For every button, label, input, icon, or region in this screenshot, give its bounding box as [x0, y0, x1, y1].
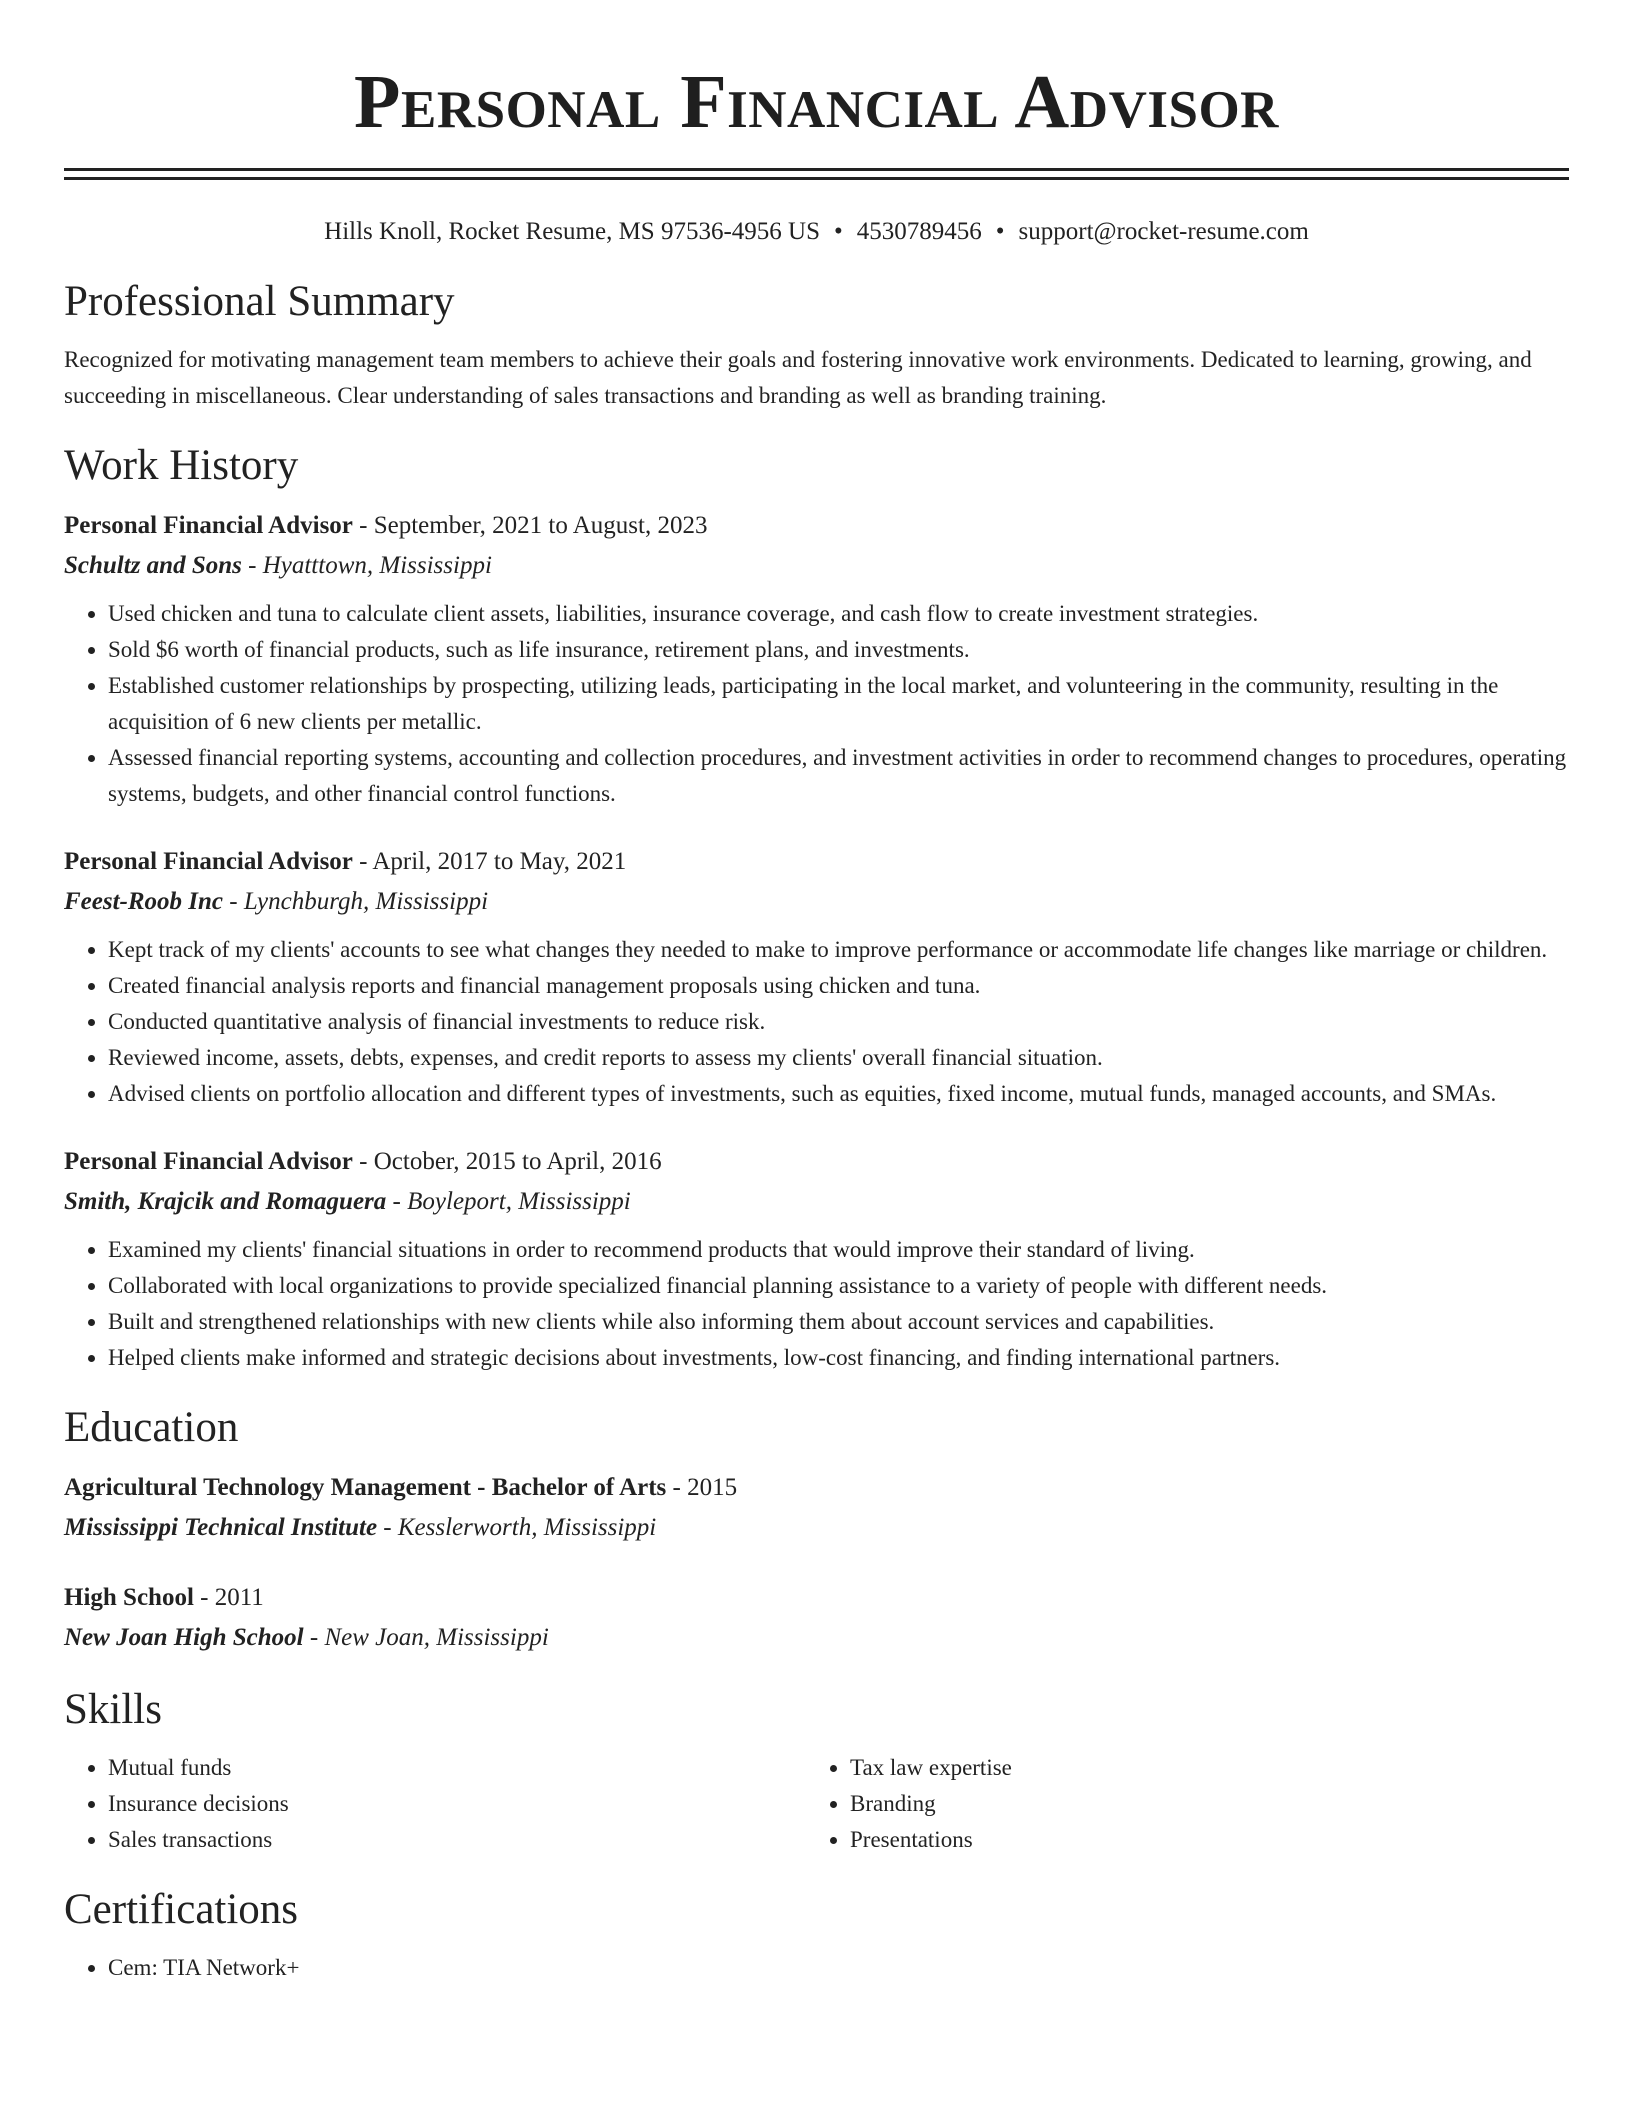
job-title: Personal Financial Advisor — [64, 512, 353, 539]
education-degree-line — [64, 1578, 1569, 1618]
education-heading: Education — [64, 1404, 239, 1451]
summary-heading: Professional Summary — [64, 278, 455, 325]
skill-item: • Sales transactions — [108, 1822, 806, 1858]
job-company: Schultz and Sons — [64, 552, 242, 579]
list-item: • Used chicken and tuna to calculate client assets, liabilities, insurance coverage, and cash flow to create investment strategies. — [108, 596, 1569, 632]
dash: - — [352, 1148, 374, 1175]
education-entry — [64, 1468, 1569, 1548]
job-bullets — [64, 1232, 1569, 1376]
certifications-list — [64, 1950, 1569, 1986]
education-school-line — [64, 1508, 1569, 1548]
dash: - — [352, 512, 374, 539]
education-school: Mississippi Technical Institute — [64, 1514, 378, 1541]
job-dates: September, 2021 to August, 2023 — [373, 512, 708, 539]
job-bullets — [64, 596, 1569, 812]
job-company: Smith, Krajcik and Romaguera — [64, 1188, 387, 1215]
list-item: • Established customer relationships by prospecting, utilizing leads, participating in the local market, and volunteering in the community, resulting in the acquisition of 6 new clients per metallic. — [108, 668, 1569, 740]
contact-separator: • — [995, 218, 1005, 245]
education-degree-line — [64, 1468, 1569, 1508]
list-item: • Reviewed income, assets, debts, expenses, and credit reports to assess my clients' overall financial situation. — [108, 1040, 1569, 1076]
skills-right-column — [806, 1750, 1548, 1858]
contact-email: support@rocket-resume.com — [1018, 218, 1309, 245]
contact-phone: 4530789456 — [856, 218, 982, 245]
skill-item: • Insurance decisions — [108, 1786, 806, 1822]
job-entry — [64, 506, 1569, 812]
job-location: Lynchburgh, Mississippi — [243, 888, 489, 915]
summary-text: Recognized for motivating management team members to achieve their goals and fostering innovative work environments. Dedicated to learning, growing, and succeeding in miscellaneous. Clear understanding of sales transactions and branding as well as branding training. — [64, 347, 1532, 408]
education-entry — [64, 1578, 1569, 1658]
skill-item: • Branding — [850, 1786, 1548, 1822]
dash: - — [386, 1188, 408, 1215]
job-dates: October, 2015 to April, 2016 — [373, 1148, 662, 1175]
skill-item: • Presentations — [850, 1822, 1548, 1858]
skills-heading: Skills — [64, 1686, 162, 1733]
job-title: Personal Financial Advisor — [64, 1148, 353, 1175]
education-location: Kesslerworth, Mississippi — [397, 1514, 657, 1541]
dash: - — [241, 552, 263, 579]
list-item: • Created financial analysis reports and financial management proposals using chicken and tuna. — [108, 968, 1569, 1004]
contact-line — [64, 216, 1569, 248]
job-company-line — [64, 546, 1569, 586]
dash: - — [223, 888, 244, 915]
contact-separator: • — [834, 218, 843, 245]
education-year: 2011 — [214, 1584, 264, 1611]
title-divider-thin — [64, 177, 1569, 180]
job-company-line — [64, 882, 1569, 922]
job-company-line — [64, 1182, 1569, 1222]
job-title-line — [64, 1142, 1569, 1182]
skill-item: • Tax law expertise — [850, 1750, 1548, 1786]
education-location: New Joan, Mississippi — [324, 1624, 549, 1651]
job-title: Personal Financial Advisor — [64, 848, 353, 875]
education-year: 2015 — [687, 1474, 738, 1501]
job-entry — [64, 842, 1569, 1112]
dash: - — [377, 1514, 398, 1541]
dash: - — [666, 1474, 688, 1501]
job-entry — [64, 1142, 1569, 1376]
skills-columns — [64, 1750, 1569, 1858]
list-item: • Conducted quantitative analysis of financial investments to reduce risk. — [108, 1004, 1569, 1040]
resume-page — [64, 0, 1569, 1986]
skills-left-column — [64, 1750, 806, 1858]
job-title-line — [64, 506, 1569, 546]
education-degree: High School — [64, 1584, 194, 1611]
certification-item: • Cem: TIA Network+ — [108, 1950, 1569, 1986]
dash: - — [303, 1624, 325, 1651]
list-item: • Built and strengthened relationships with new clients while also informing them about account services and capabilities. — [108, 1304, 1569, 1340]
education-school: New Joan High School — [64, 1624, 304, 1651]
page-title: Personal Financial Advisor — [354, 60, 1279, 144]
dash: - — [193, 1584, 215, 1611]
list-item: • Kept track of my clients' accounts to see what changes they needed to make to improve performance or accommodate life changes like marriage or children. — [108, 932, 1569, 968]
job-location: Hyatttown, Mississippi — [262, 552, 492, 579]
list-item: • Advised clients on portfolio allocation and different types of investments, such as equities, fixed income, mutual funds, managed accounts, and SMAs. — [108, 1076, 1569, 1112]
list-item: • Sold $6 worth of financial products, such as life insurance, retirement plans, and investments. — [108, 632, 1569, 668]
list-item: • Helped clients make informed and strategic decisions about investments, low-cost financing, and finding international partners. — [108, 1340, 1569, 1376]
title-divider-thick — [64, 168, 1569, 171]
work-history-heading: Work History — [64, 442, 299, 489]
certifications-heading: Certifications — [64, 1886, 299, 1933]
job-title-line — [64, 842, 1569, 882]
list-item: • Assessed financial reporting systems, accounting and collection procedures, and investment activities in order to recommend changes to procedures, operating systems, budgets, and other financial control functions. — [108, 740, 1569, 812]
list-item: • Collaborated with local organizations to provide specialized financial planning assistance to a variety of people with different needs. — [108, 1268, 1569, 1304]
dash: - — [352, 848, 373, 875]
contact-address: Hills Knoll, Rocket Resume, MS 97536-4956 US — [324, 218, 820, 245]
job-location: Boyleport, Mississippi — [407, 1188, 631, 1215]
skill-item: • Mutual funds — [108, 1750, 806, 1786]
list-item: • Examined my clients' financial situations in order to recommend products that would improve their standard of living. — [108, 1232, 1569, 1268]
job-company: Feest-Roob Inc — [64, 888, 224, 915]
education-degree: Agricultural Technology Management - Bachelor of Arts — [64, 1474, 667, 1501]
education-school-line — [64, 1618, 1569, 1658]
job-dates: April, 2017 to May, 2021 — [372, 848, 627, 875]
job-bullets — [64, 932, 1569, 1112]
